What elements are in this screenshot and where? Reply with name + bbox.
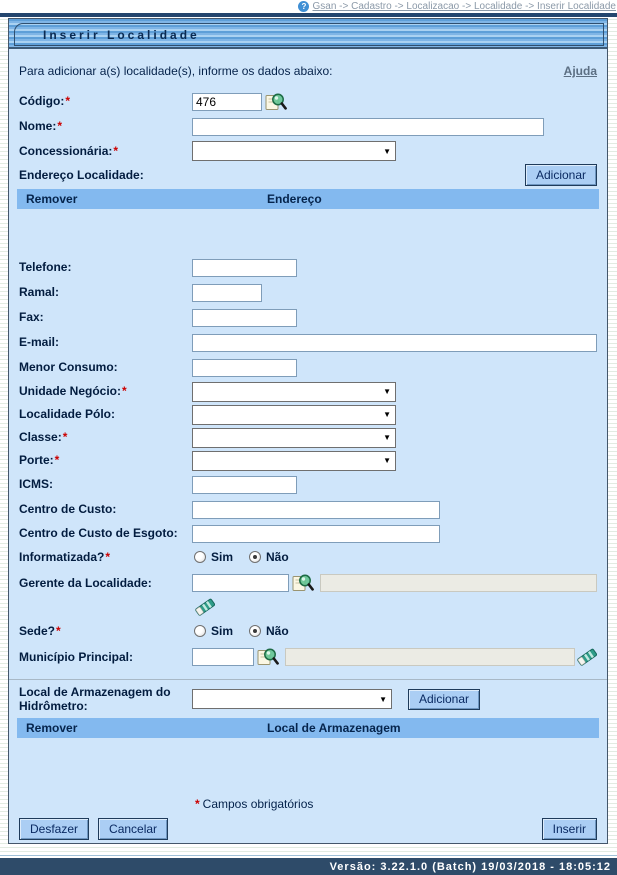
- telefone-label: Telefone:: [19, 260, 72, 275]
- municipio-principal-lookup-icon[interactable]: [257, 647, 279, 667]
- informatizada-sim-radio[interactable]: [194, 551, 206, 563]
- ramal-label: Ramal:: [19, 285, 60, 300]
- required-marker: *: [122, 384, 127, 399]
- required-marker: *: [195, 797, 200, 811]
- required-marker: *: [56, 623, 61, 638]
- required-marker: *: [105, 549, 111, 564]
- centro-custo-input[interactable]: [192, 501, 440, 519]
- email-input[interactable]: [192, 334, 597, 352]
- email-label: E-mail:: [19, 335, 60, 350]
- informatizada-nao-radio[interactable]: [249, 551, 261, 563]
- required-marker: *: [62, 430, 68, 445]
- endereco-localidade-label: Endereço Localidade:: [19, 167, 144, 182]
- endereco-localidade-row: [19, 163, 597, 187]
- icms-input[interactable]: [192, 476, 297, 494]
- ramal-row: [19, 280, 597, 305]
- gerente-localidade-code-input[interactable]: [192, 574, 289, 592]
- adicionar-endereco-button[interactable]: Adicionar: [525, 164, 597, 186]
- fax-label: Fax:: [19, 310, 44, 325]
- municipio-principal-row: [19, 643, 597, 671]
- desfazer-button[interactable]: Desfazer: [19, 818, 89, 840]
- cancelar-button[interactable]: Cancelar: [98, 818, 168, 840]
- required-marker: *: [57, 119, 63, 134]
- informatizada-row: [19, 545, 597, 569]
- unidade-negocio-label: Unidade Negócio:*: [19, 384, 127, 399]
- municipio-principal-code-input[interactable]: [192, 648, 254, 666]
- gerente-localidade-lookup-icon[interactable]: [292, 573, 314, 593]
- nome-label: Nome:*: [19, 119, 63, 134]
- telefone-input[interactable]: [192, 259, 297, 277]
- centro-custo-esgoto-input[interactable]: [192, 525, 440, 543]
- fax-row: [19, 305, 597, 330]
- unidade-negocio-row: [19, 380, 597, 403]
- nome-input[interactable]: [192, 118, 544, 136]
- help-link[interactable]: Ajuda: [563, 64, 597, 78]
- title-tab: [14, 23, 604, 46]
- concessionaria-row: [19, 139, 597, 163]
- chevron-down-icon: ▼: [383, 456, 391, 465]
- local-armazenagem-label: Local de Armazenagem do Hidrômetro:: [19, 684, 171, 713]
- armazenagem-header-local: Local de Armazenagem: [267, 721, 401, 735]
- porte-label: Porte:*: [19, 453, 60, 468]
- codigo-label: Código:*: [19, 94, 70, 109]
- localidade-polo-row: [19, 403, 597, 426]
- armazenagem-header-remover: Remover: [26, 721, 78, 735]
- chevron-down-icon: ▼: [383, 387, 391, 396]
- sede-nao-radio[interactable]: [249, 625, 261, 637]
- local-armazenagem-select[interactable]: [192, 689, 392, 709]
- informatizada-nao-label: Não: [266, 550, 289, 564]
- classe-select[interactable]: [192, 428, 396, 448]
- chevron-down-icon: ▼: [379, 694, 387, 704]
- sede-row: [19, 619, 597, 643]
- gerente-localidade-clear-row: [19, 597, 597, 619]
- required-footnote-text: Campos obrigatórios: [202, 797, 314, 811]
- required-marker: *: [113, 143, 119, 158]
- version-text: Versão: 3.22.1.0 (Batch) 19/03/2018 - 18:05:12: [329, 860, 611, 873]
- classe-label: Classe:*: [19, 430, 68, 445]
- breadcrumb: [0, 0, 617, 13]
- help-icon[interactable]: ?: [298, 1, 309, 12]
- codigo-input[interactable]: [192, 93, 262, 111]
- required-marker: *: [54, 453, 60, 468]
- gerente-localidade-eraser-icon[interactable]: [195, 597, 215, 617]
- centro-custo-label: Centro de Custo:: [19, 502, 117, 517]
- centro-custo-esgoto-row: [19, 522, 597, 545]
- porte-select[interactable]: [192, 451, 396, 471]
- classe-row: [19, 426, 597, 449]
- page-title: Inserir Localidade: [43, 27, 200, 42]
- centro-custo-row: [19, 497, 597, 522]
- sede-sim-radio[interactable]: [194, 625, 206, 637]
- form-titlebar: [9, 19, 607, 49]
- localidade-polo-label: Localidade Pólo:: [19, 407, 116, 422]
- concessionaria-label: Concessionária:*: [19, 143, 119, 158]
- armazenagem-table-header: [17, 718, 599, 738]
- enderecos-table-header: [17, 189, 599, 209]
- chevron-down-icon: ▼: [383, 410, 391, 419]
- enderecos-table-body: [19, 209, 597, 255]
- sede-nao-label: Não: [266, 624, 289, 638]
- version-footer: [0, 858, 617, 875]
- menor-consumo-label: Menor Consumo:: [19, 360, 118, 375]
- required-marker: *: [65, 94, 70, 109]
- enderecos-header-endereco: Endereço: [267, 192, 322, 206]
- municipio-principal-name-display: [285, 648, 575, 666]
- inserir-button[interactable]: Inserir: [542, 818, 597, 840]
- chevron-down-icon: ▼: [383, 146, 391, 156]
- sede-sim-label: Sim: [211, 624, 234, 638]
- unidade-negocio-select[interactable]: [192, 382, 396, 402]
- gerente-localidade-name-display: [320, 574, 597, 592]
- porte-row: [19, 449, 597, 472]
- intro-text: Para adicionar a(s) localidade(s), informe os dados abaixo:: [19, 64, 333, 78]
- chevron-down-icon: ▼: [383, 433, 391, 442]
- form-panel: [8, 18, 608, 844]
- informatizada-sim-label: Sim: [211, 550, 234, 564]
- centro-custo-esgoto-label: Centro de Custo de Esgoto:: [19, 526, 178, 541]
- gerente-localidade-row: [19, 569, 597, 597]
- municipio-principal-eraser-icon[interactable]: [577, 647, 597, 667]
- localidade-polo-select[interactable]: [192, 405, 396, 425]
- actions-row: [19, 818, 597, 840]
- telefone-row: [19, 255, 597, 280]
- codigo-lookup-icon[interactable]: [265, 92, 287, 112]
- menor-consumo-input[interactable]: [192, 359, 297, 377]
- municipio-principal-label: Município Principal:: [19, 649, 134, 664]
- armazenagem-table-body: [19, 738, 597, 784]
- section-divider: [9, 679, 607, 680]
- form-body: [9, 49, 607, 843]
- ramal-input[interactable]: [192, 284, 262, 302]
- icms-row: [19, 472, 597, 497]
- breadcrumb-path[interactable]: Gsan -> Cadastro -> Localizacao -> Localidade -> Inserir Localidade: [312, 1, 616, 12]
- fax-input[interactable]: [192, 309, 297, 327]
- codigo-row: [19, 89, 597, 114]
- concessionaria-select[interactable]: [192, 141, 396, 161]
- required-footnote: [19, 794, 597, 814]
- menor-consumo-row: [19, 355, 597, 380]
- breadcrumb-divider: [0, 13, 617, 17]
- footer-divider: [0, 855, 617, 856]
- informatizada-label: Informatizada?*: [19, 549, 111, 564]
- sede-label: Sede?*: [19, 623, 61, 638]
- nome-row: [19, 114, 597, 139]
- adicionar-armazenagem-button[interactable]: Adicionar: [408, 689, 480, 710]
- gerente-localidade-label: Gerente da Localidade:: [19, 575, 152, 590]
- email-row: [19, 330, 597, 355]
- enderecos-header-remover: Remover: [26, 192, 78, 206]
- icms-label: ICMS:: [19, 477, 53, 492]
- local-armazenagem-row: [19, 682, 597, 716]
